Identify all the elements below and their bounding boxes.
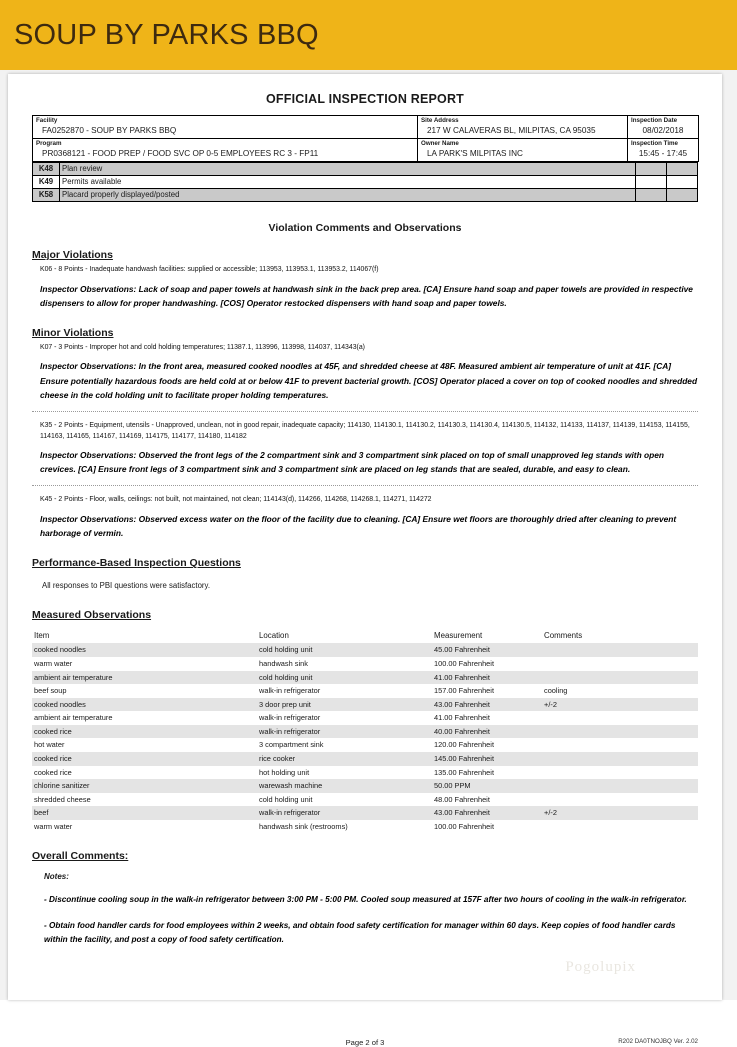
table-row	[32, 806, 698, 820]
measured-cell-measurement: 40.00 Fahrenheit	[432, 725, 542, 739]
facility-value: FA0252870 - SOUP BY PARKS BBQ	[42, 126, 177, 135]
minor-violations-section	[32, 323, 698, 540]
table-row	[32, 684, 698, 698]
minor-violations-list	[32, 343, 698, 540]
table-row	[32, 725, 698, 739]
violation-code-line: K07 - 3 Points - Improper hot and cold holding temperatures; 11387.1, 113996, 113998, 114037, 114343(a)	[40, 343, 365, 351]
violation-code-line: K06 - 8 Points - Inadequate handwash facilities: supplied or accessible; 113953, 113953.1, 113953.2, 114067(f)	[40, 266, 379, 273]
measured-cell-comments	[542, 671, 698, 685]
measured-cell-item: hot water	[34, 740, 65, 750]
measured-table-head	[32, 629, 698, 643]
measured-cell-measurement: 48.00 Fahrenheit	[434, 794, 490, 804]
page-footer	[32, 1038, 698, 1047]
table-row	[32, 657, 698, 671]
measured-observations-heading: Measured Observations	[32, 609, 152, 622]
measured-cell-item: warm water	[34, 658, 73, 668]
table-row	[32, 671, 698, 685]
measured-cell-location: 3 compartment sink	[259, 740, 324, 750]
measured-cell-item: warm water	[34, 822, 73, 832]
notes-list	[32, 893, 698, 947]
checklist-label: Permits available	[60, 176, 636, 189]
measured-cell-location: handwash sink (restrooms)	[259, 822, 348, 832]
violation-divider	[32, 411, 698, 412]
measured-cell-measurement: 41.00 Fahrenheit	[432, 671, 542, 685]
measured-cell-location: cold holding unit	[257, 671, 432, 685]
checklist-table	[32, 162, 698, 202]
violation-code-line: K35 - 2 Points - Equipment, utensils - Unapproved, unclean, not in good repair, inadequate capacity; 114130, 114130.1, 114130.2, 114130.3, 114130.4, 114130.5, 114132, 114133, 114137, 114139, 114153, 114155, 114163, 114165, 114167, 114169, 114175, 114177, 114180, 114182	[40, 422, 690, 440]
checklist-body	[33, 163, 698, 202]
facility-header-table	[32, 115, 699, 162]
measured-cell-measurement: 145.00 Fahrenheit	[432, 752, 542, 766]
measured-observations-section	[32, 605, 698, 833]
pbi-heading: Performance-Based Inspection Questions	[32, 557, 241, 570]
measured-cell-comments	[542, 820, 698, 834]
inspection-date-value: 08/02/2018	[642, 126, 684, 135]
violation-entry	[32, 265, 698, 310]
overall-comments-section	[32, 834, 698, 947]
checklist-row[interactable]	[33, 189, 698, 202]
measured-cell-measurement: 43.00 Fahrenheit	[432, 806, 542, 820]
owner-name-cell	[418, 139, 628, 162]
measured-cell-measurement: 41.00 Fahrenheit	[434, 713, 490, 723]
measured-cell-comments: +/-2	[542, 806, 698, 820]
measured-cell-item: shredded cheese	[34, 794, 91, 804]
measured-observations-table	[32, 629, 698, 833]
checklist-code: K48	[33, 163, 60, 176]
inspection-date-cell	[628, 116, 699, 139]
checklist-code: K58	[33, 189, 60, 202]
major-violations-section	[32, 245, 698, 310]
header-row-program	[33, 139, 699, 162]
measured-cell-item: cooked noodles	[32, 698, 257, 712]
table-row	[32, 793, 698, 807]
checklist-row[interactable]	[33, 163, 698, 176]
column-header-measurement: Measurement	[434, 631, 483, 641]
overall-comments-heading: Overall Comments:	[32, 849, 129, 862]
program-cell	[33, 139, 418, 162]
major-violations-list	[32, 265, 698, 310]
measured-cell-item: cooked rice	[32, 752, 257, 766]
measured-cell-location: walk-in refrigerator	[257, 725, 432, 739]
watermark-text: Pogolupix	[565, 959, 636, 975]
minor-violations-heading: Minor Violations	[32, 326, 114, 339]
violations-section-heading: Violation Comments and Observations	[268, 222, 462, 234]
major-violations-heading: Major Violations	[32, 249, 113, 261]
checklist-row[interactable]	[33, 176, 698, 189]
facility-cell	[33, 116, 418, 139]
violation-observation: Inspector Observations: In the front area, measured cooked noodles at 45F, and shredded cheese at 48F. Measured ambient air temperature of unit at 41F. [CA] Ensure potentially hazardous foods are held cold at or below 41F to prevent bacterial growth. [COS] Operator placed a cover on top of cooked noodles and shredded cheese in the cold holding unit to facilitate proper holding temperatures.	[40, 361, 698, 400]
checklist-checkbox-out[interactable]	[667, 163, 698, 176]
measured-cell-measurement: 100.00 Fahrenheit	[434, 658, 494, 668]
table-row	[32, 711, 698, 725]
measured-cell-measurement: 120.00 Fahrenheit	[434, 740, 494, 750]
measured-cell-measurement: 50.00 PPM	[432, 779, 542, 793]
measured-cell-measurement: 135.00 Fahrenheit	[434, 767, 494, 777]
violation-entry	[32, 495, 698, 540]
overall-comment-note: - Discontinue cooling soup in the walk-in refrigerator between 3:00 PM - 5:00 PM. Cooled soup measured at 157F after two hours of cooling in the walk-in refrigerator.	[44, 894, 687, 904]
measured-cell-comments: cooling	[544, 686, 568, 696]
business-name-title: SOUP BY PARKS BBQ	[14, 18, 319, 51]
owner-name-label: Owner Name	[421, 140, 459, 147]
measured-cell-item: beef soup	[34, 686, 67, 696]
checklist-checkbox-out[interactable]	[667, 176, 698, 189]
violation-entry	[32, 343, 698, 402]
checklist-checkbox-in[interactable]	[636, 163, 667, 176]
header-row-facility	[33, 116, 699, 139]
measured-cell-location: rice cooker	[257, 752, 432, 766]
facility-label: Facility	[36, 117, 58, 124]
brand-banner	[0, 0, 737, 70]
measured-cell-comments	[542, 725, 698, 739]
overall-comment-note: - Obtain food handler cards for food employees within 2 weeks, and obtain food safety certification for manager within 60 days. Keep copies of food handler cards within the facility, and post a copy of food safety certification.	[44, 920, 676, 944]
checklist-checkbox-out[interactable]	[667, 189, 698, 202]
pbi-response-text: All responses to PBI questions were satisfactory.	[42, 581, 210, 591]
inspection-time-value: 15:45 - 17:45	[638, 149, 688, 158]
table-row	[32, 643, 698, 657]
site-address-value: 217 W CALAVERAS BL, MILPITAS, CA 95035	[427, 126, 596, 135]
inspection-time-label: Inspection Time	[631, 140, 678, 147]
measured-cell-comments	[542, 711, 698, 725]
measured-header-row	[32, 629, 698, 643]
program-value: PR0368121 - FOOD PREP / FOOD SVC OP 0-5 EMPLOYEES RC 3 - FP11	[42, 149, 319, 158]
measured-cell-item: cooked rice	[34, 767, 72, 777]
checklist-label: Placard properly displayed/posted	[60, 189, 636, 202]
measured-cell-comments	[542, 766, 698, 780]
measured-cell-comments	[542, 752, 698, 766]
checklist-code: K49	[33, 176, 60, 189]
measured-cell-comments	[542, 793, 698, 807]
measured-cell-location: cold holding unit	[259, 794, 313, 804]
table-row	[32, 698, 698, 712]
column-header-location: Location	[259, 631, 289, 641]
column-header-comments: Comments	[544, 631, 583, 641]
measured-cell-comments	[542, 643, 698, 657]
column-header-item: Item	[34, 631, 50, 641]
inspection-time-cell	[628, 139, 699, 162]
table-row	[32, 766, 698, 780]
measured-cell-location: cold holding unit	[257, 643, 432, 657]
violation-observation: Inspector Observations: Observed the front legs of the 2 compartment sink and 3 compartment sink placed on top of small unapproved leg stands with open crevices. [CA] Ensure front legs of 3 compartment sink and 3 compartment sink are placed on leg stands that are sealed, durable, and easy to clean.	[40, 450, 665, 475]
program-label: Program	[36, 140, 62, 147]
measured-cell-comments	[542, 738, 698, 752]
table-row	[32, 820, 698, 834]
measured-cell-location: hot holding unit	[259, 767, 310, 777]
table-row	[32, 738, 698, 752]
table-row	[32, 752, 698, 766]
measured-cell-measurement: 157.00 Fahrenheit	[434, 686, 494, 696]
measured-cell-comments	[542, 779, 698, 793]
violation-entry	[32, 421, 698, 476]
page-number: Page 2 of 3	[345, 1038, 385, 1047]
checklist-checkbox-in[interactable]	[636, 189, 667, 202]
report-page	[8, 74, 722, 1047]
measured-cell-measurement: 100.00 Fahrenheit	[434, 822, 494, 832]
pbi-section	[32, 553, 698, 592]
measured-cell-location: walk-in refrigerator	[259, 713, 321, 723]
checklist-checkbox-in[interactable]	[636, 176, 667, 189]
measured-cell-measurement: 43.00 Fahrenheit	[432, 698, 542, 712]
measured-cell-measurement: 45.00 Fahrenheit	[432, 643, 542, 657]
measured-cell-location: handwash sink	[259, 658, 308, 668]
measured-cell-location: walk-in refrigerator	[257, 806, 432, 820]
owner-name-value: LA PARK'S MILPITAS INC	[427, 149, 523, 158]
measured-cell-item: beef	[32, 806, 257, 820]
site-address-cell	[418, 116, 628, 139]
violation-observation: Inspector Observations: Lack of soap and paper towels at handwash sink in the back prep area. [CA] Ensure hand soap and paper towels are provided in respective dispensers to allow for proper handwashing. [COS] Operator restocked dispensers with hand soap and paper towels.	[40, 283, 693, 308]
violation-code-line: K45 - 2 Points - Floor, walls, ceilings: not built, not maintained, not clean; 114143(d), 114266, 114268, 114268.1, 114271, 114272	[40, 496, 432, 504]
measured-cell-item: chlorine sanitizer	[32, 779, 257, 793]
measured-cell-comments	[542, 657, 698, 671]
page-title: OFFICIAL INSPECTION REPORT	[265, 92, 465, 106]
measured-cell-item: cooked rice	[32, 725, 257, 739]
measured-cell-item: ambient air temperature	[32, 671, 257, 685]
document-viewport	[0, 70, 737, 1047]
form-version: R202 DA0TNOJBQ Ver. 2.02	[618, 1038, 698, 1045]
measured-cell-location: walk-in refrigerator	[259, 686, 321, 696]
notes-label: Notes:	[44, 871, 69, 881]
violation-divider	[32, 485, 698, 486]
measured-table-body	[32, 643, 698, 833]
measured-cell-item: ambient air temperature	[34, 713, 113, 723]
measured-cell-comments: +/-2	[542, 698, 698, 712]
measured-cell-item: cooked noodles	[32, 643, 257, 657]
table-row	[32, 779, 698, 793]
inspection-date-label: Inspection Date	[631, 117, 678, 124]
checklist-label: Plan review	[60, 163, 636, 176]
site-address-label: Site Address	[421, 117, 459, 124]
measured-cell-location: 3 door prep unit	[257, 698, 432, 712]
measured-cell-location: warewash machine	[257, 779, 432, 793]
violation-observation: Inspector Observations: Observed excess water on the floor of the facility due to cleaning. [CA] Ensure wet floors are thoroughly dried after cleaning to prevent harborage of vermin.	[40, 513, 677, 539]
